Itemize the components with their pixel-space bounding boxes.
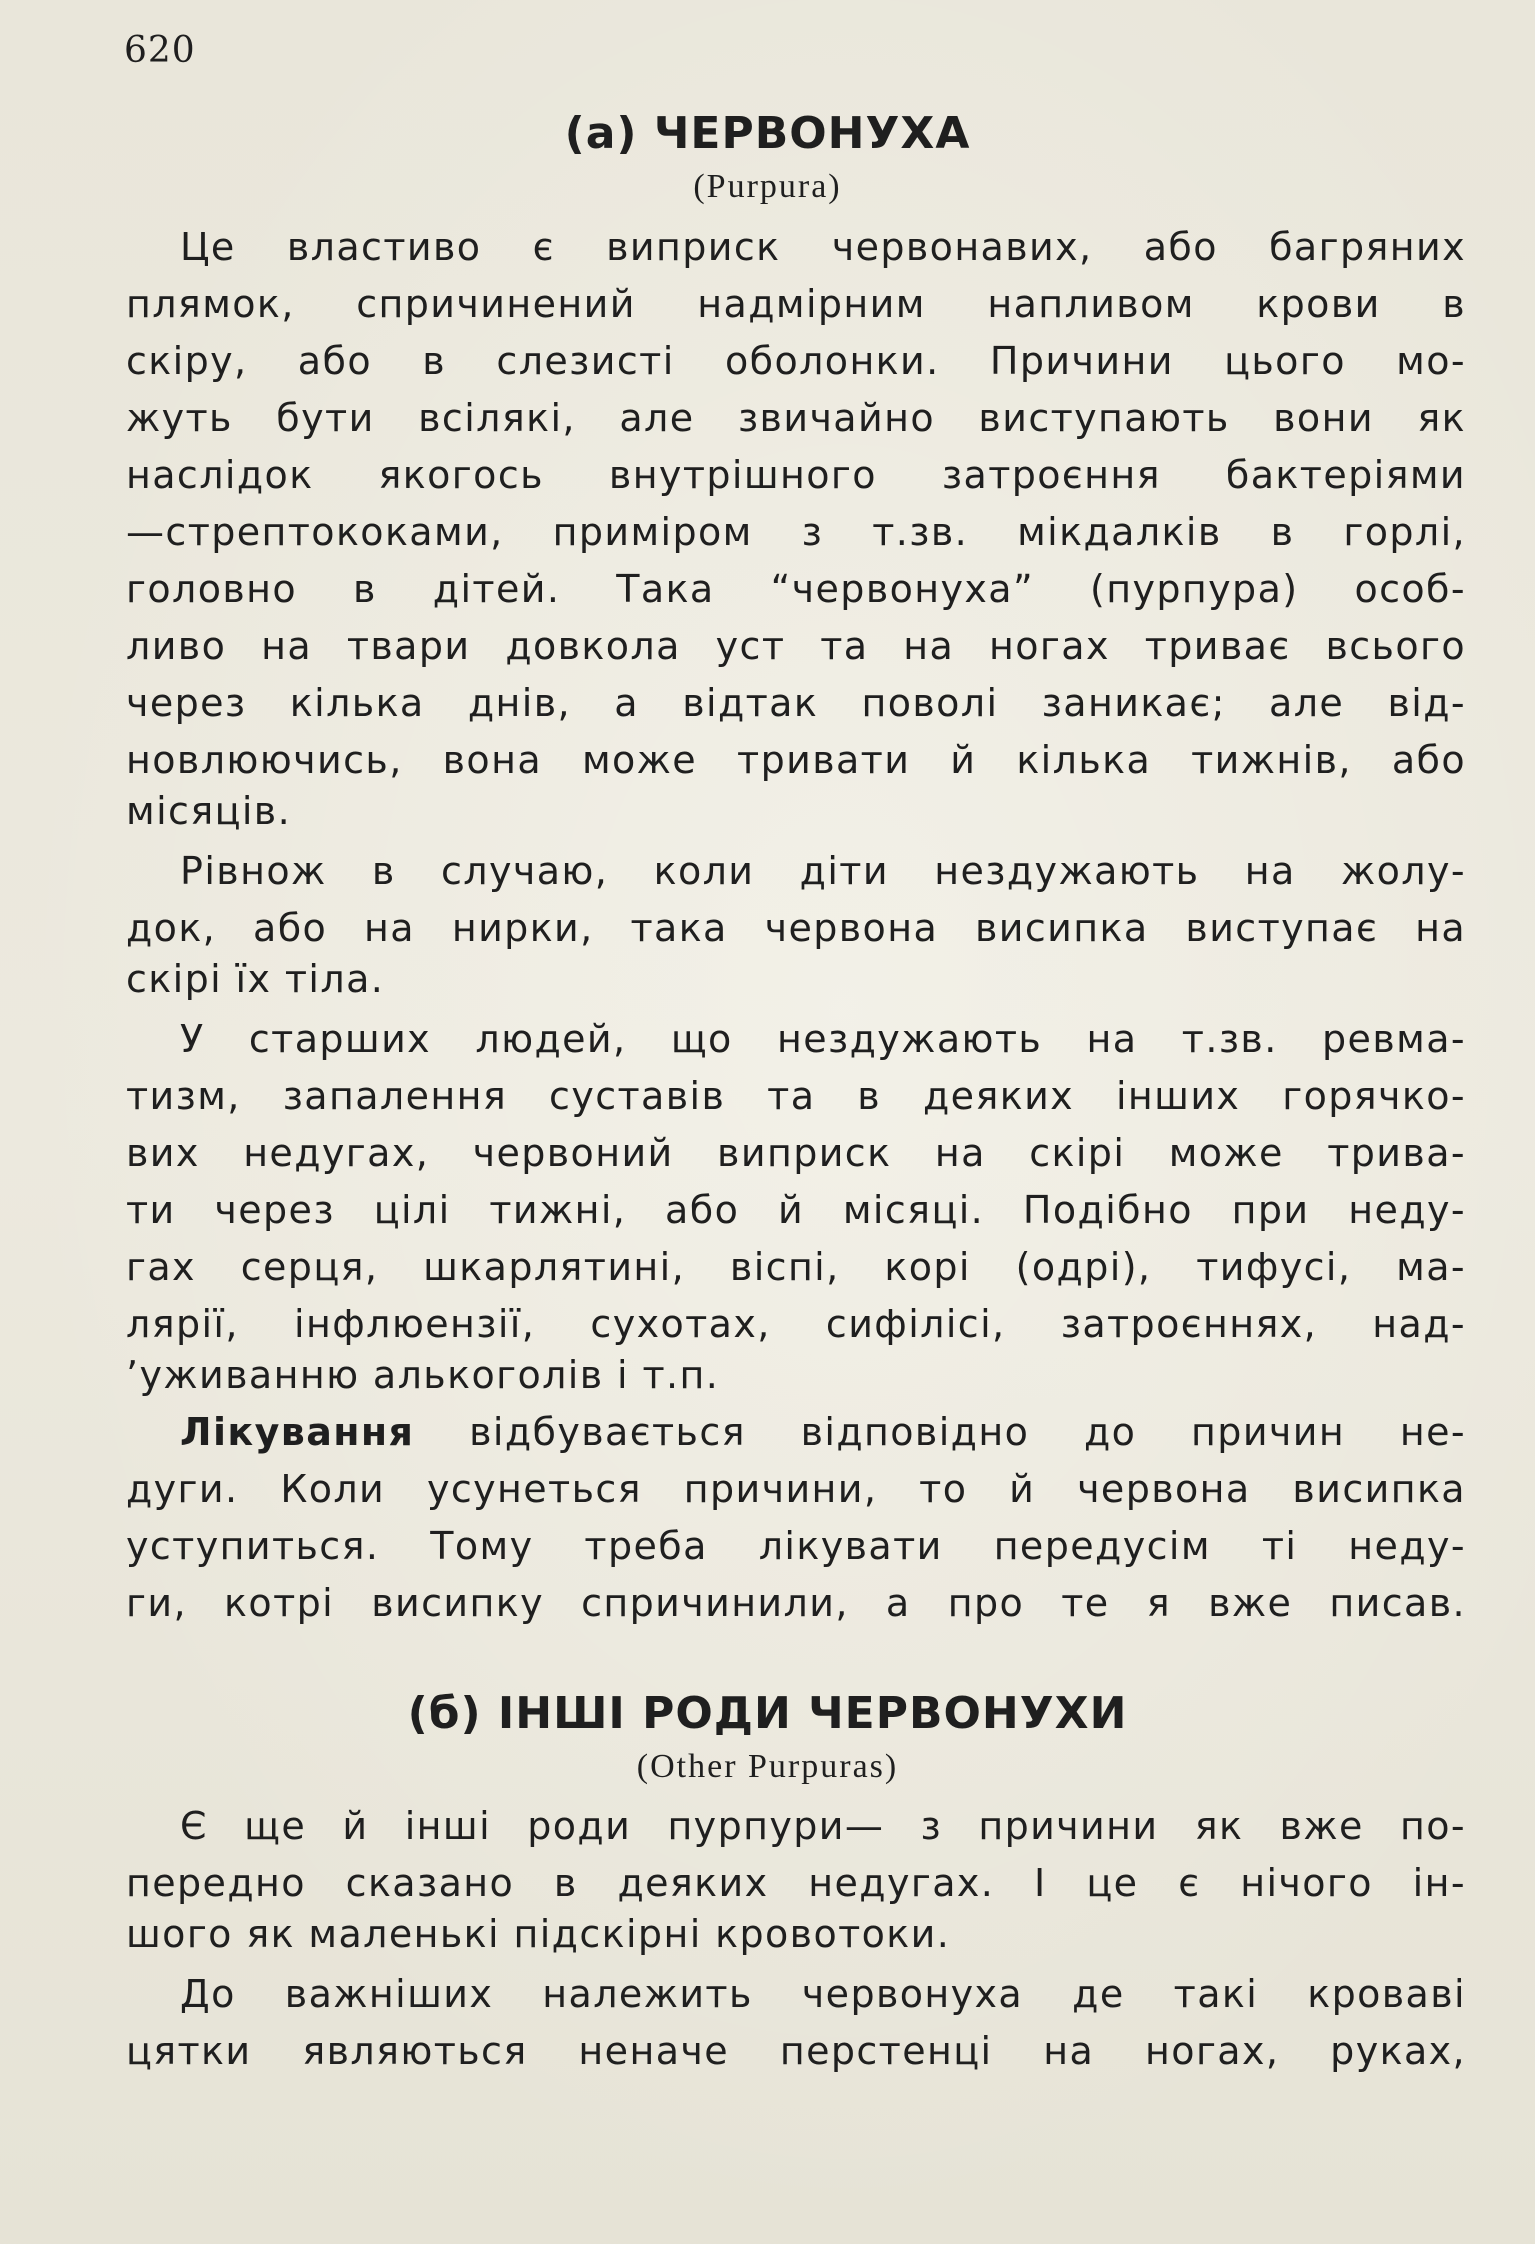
- page-number: 620: [124, 30, 196, 71]
- text-line: через кілька днів, а відтак поволі заникає; але від-: [126, 681, 1466, 725]
- text-line: вих недугах, червоний виприск на скірі може трива-: [126, 1131, 1466, 1175]
- text-line: наслідок якогось внутрішного затроєння бактеріями: [126, 453, 1466, 497]
- text-fragment: відбувається відповідно до причин не-: [414, 1410, 1466, 1454]
- text-line: ги, котрі висипку спричинили, а про те я вже писав.: [126, 1581, 1466, 1625]
- text-line: У старших людей, що нездужають на т.зв. ревма-: [180, 1017, 1466, 1061]
- text-line: місяців.: [126, 789, 292, 833]
- treatment-line: [180, 1410, 1466, 1454]
- text-line: головно в дітей. Така “червонуха” (пурпура) особ-: [126, 567, 1466, 611]
- text-line: Рівнож в случаю, коли діти нездужають на жолу-: [180, 849, 1466, 893]
- text-line: новлюючись, вона може тривати й кілька тижнів, або: [126, 738, 1466, 782]
- treatment-term: Лікування: [180, 1410, 415, 1454]
- section-a-title: (а) ЧЕРВОНУХА: [564, 108, 971, 159]
- text-line: гах серця, шкарлятині, віспі, корі (одрі), тифусі, ма-: [126, 1245, 1466, 1289]
- text-line: Це властиво є виприск червонавих, або багряних: [180, 225, 1466, 269]
- section-b-subtitle: (Other Purpuras): [636, 1748, 899, 1785]
- text-line: шого як маленькі підскірні кровотоки.: [126, 1912, 951, 1956]
- text-line: —стрептококами, приміром з т.зв. мікдалків в горлі,: [126, 510, 1466, 554]
- text-line: ти через цілі тижні, або й місяці. Подібно при неду-: [126, 1188, 1466, 1232]
- text-line: док, або на нирки, така червона висипка виступає на: [126, 906, 1466, 950]
- text-line: До важніших належить червонуха де такі кроваві: [180, 1972, 1466, 2016]
- text-line: жуть бути всілякі, але звичайно виступають вони як: [126, 396, 1466, 440]
- section-b-title: (б) ІНШІ РОДИ ЧЕРВОНУХИ: [407, 1688, 1128, 1739]
- text-line: уступиться. Тому треба лікувати передусім ті неду-: [126, 1524, 1466, 1568]
- text-line: Є ще й інші роди пурпури— з причини як вже по-: [180, 1804, 1466, 1848]
- text-line: ливо на твари довкола уст та на ногах триває всього: [126, 624, 1466, 668]
- section-a-subtitle: (Purpura): [693, 168, 842, 205]
- text-line: скірі їх тіла.: [126, 957, 385, 1001]
- text-line: плямок, спричинений надмірним напливом крови в: [126, 282, 1466, 326]
- text-line: ’уживанню алькоголів і т.п.: [126, 1353, 720, 1397]
- text-line: скіру, або в слезисті оболонки. Причини цього мо-: [126, 339, 1466, 383]
- text-line: цятки являються неначе перстенці на ногах, руках,: [126, 2029, 1466, 2073]
- text-line: лярії, інфлюензії, сухотах, сифілісі, затроєннях, над-: [126, 1302, 1466, 1346]
- text-line: передно сказано в деяких недугах. І це є нічого ін-: [126, 1861, 1466, 1905]
- text-line: тизм, запалення суставів та в деяких інших горячко-: [126, 1074, 1466, 1118]
- text-line: дуги. Коли усунеться причини, то й червона висипка: [126, 1467, 1466, 1511]
